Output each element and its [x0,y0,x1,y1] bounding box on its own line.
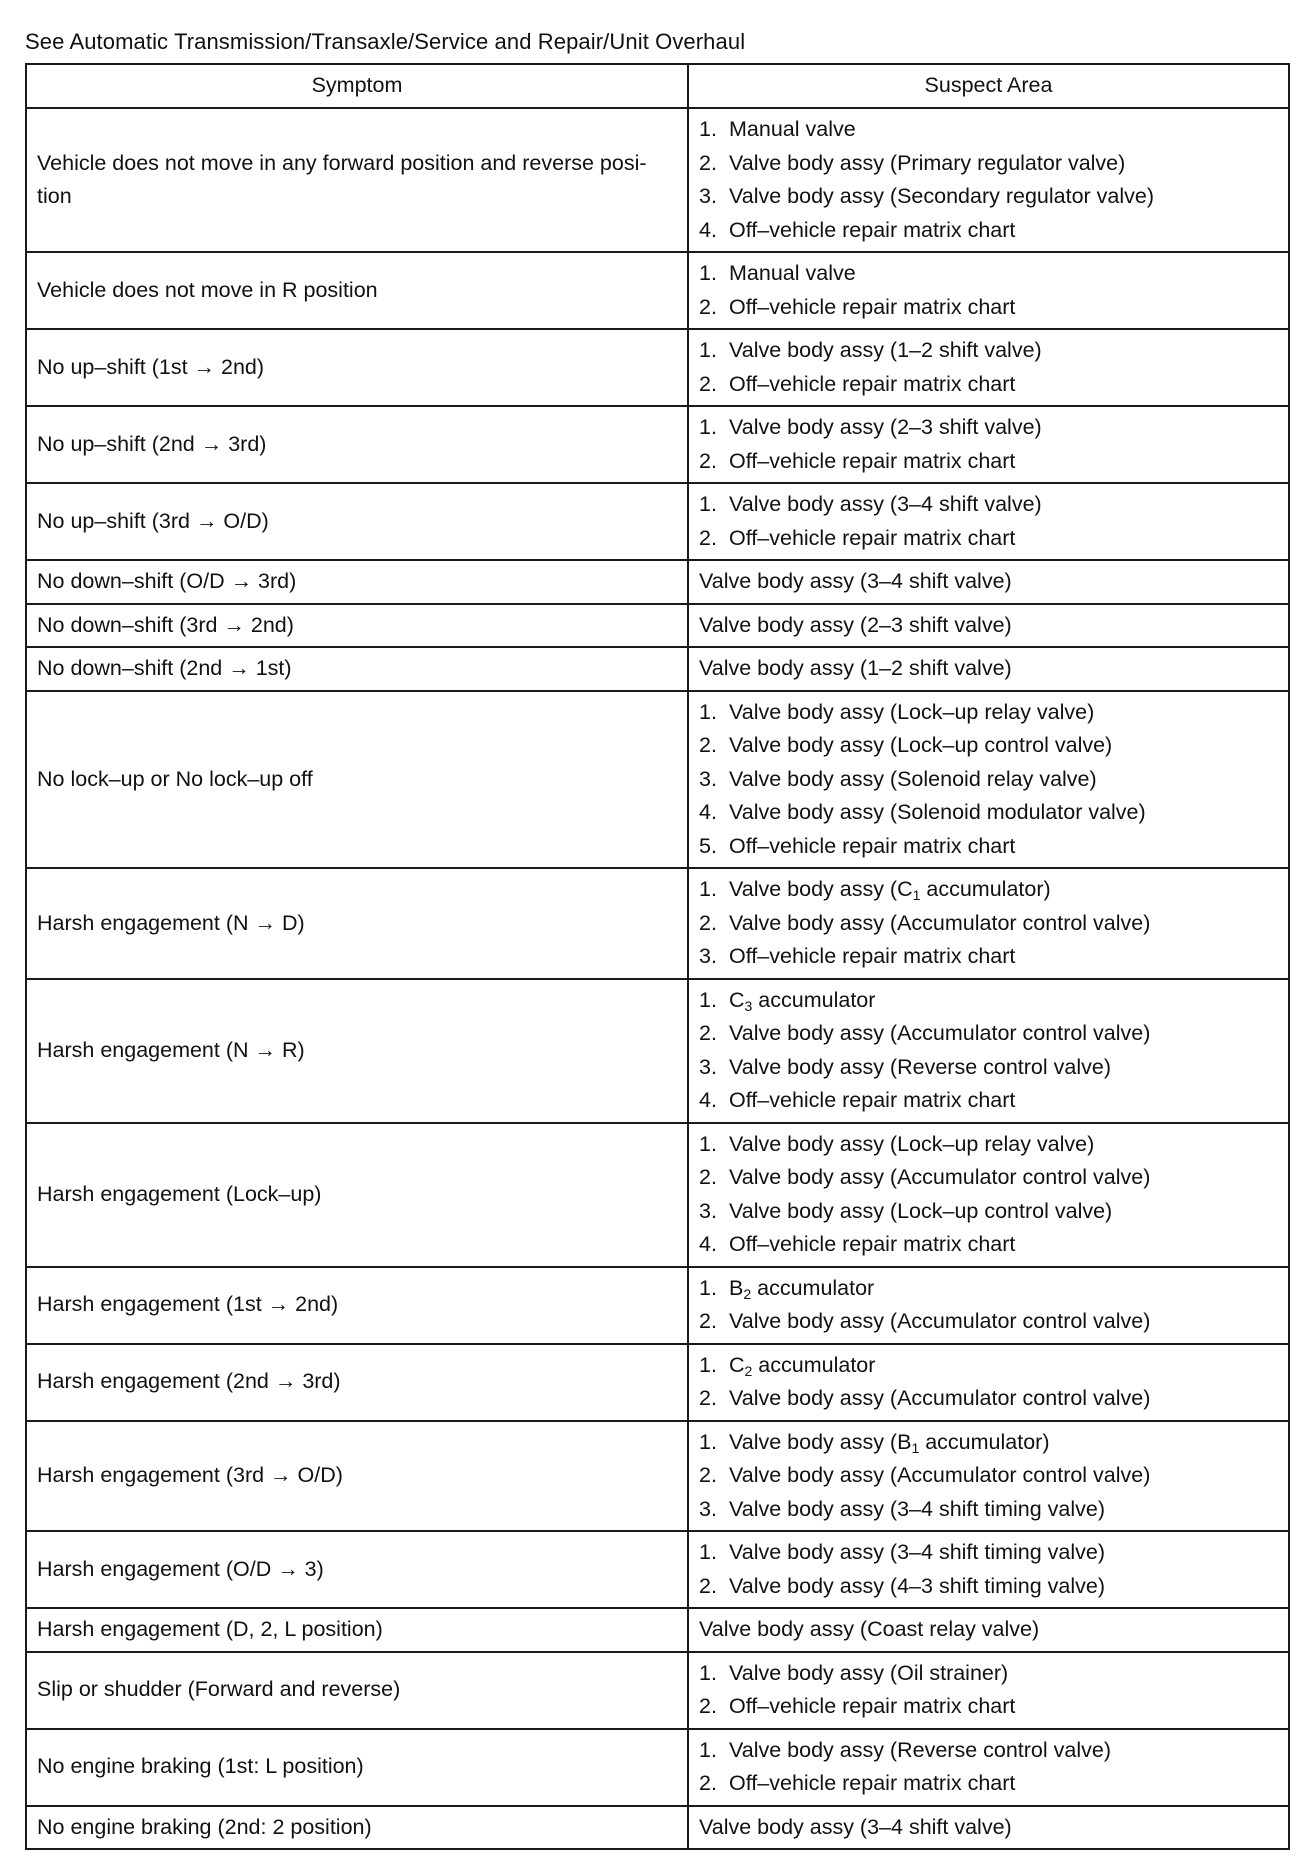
item-number: 1. [699,1429,717,1454]
item-text: Off–vehicle repair matrix chart [729,294,1016,319]
item-number: 2. [699,1021,717,1045]
item-text: Off–vehicle repair matrix chart [729,1771,1016,1795]
item-number: 1. [699,338,717,362]
symptom-cell [26,647,688,691]
symptom-cell [26,329,688,406]
symptom-text: No engine braking (2nd: 2 position) [37,1814,372,1839]
item-text: Valve body assy (B [729,1429,912,1454]
item-number: 2. [699,448,717,473]
symptom-cell [26,1608,688,1652]
suspect-area-item [699,1084,1278,1118]
symptom-text: Harsh engagement (3rd → O/D) [37,1463,343,1487]
item-text: Valve body assy (3–4 shift timing valve) [729,1496,1106,1521]
symptom-text: No down–shift (O/D → 3rd) [37,569,297,593]
suspect-area-item [699,1305,1278,1339]
table-row [26,1267,1289,1344]
item-text: Valve body assy (Primary regulator valve) [729,150,1126,175]
suspect-area-cell [688,252,1289,329]
symptom-text: Harsh engagement (D, 2, L position) [37,1617,383,1641]
item-text: Valve body assy (C [729,877,913,901]
symptom-cell [26,1267,688,1344]
table-row [26,1806,1289,1850]
item-text: Valve body assy (Reverse control valve) [729,1054,1111,1079]
symptom-text: Harsh engagement (N → R) [37,1037,305,1062]
table-row [26,604,1289,648]
suspect-area-item [699,445,1278,479]
suspect-area-cell [688,868,1289,979]
symptom-cell [26,1729,688,1806]
item-text-suffix: accumulator [752,1352,876,1377]
item-text: Valve body assy (3–4 shift timing valve) [729,1540,1106,1564]
suspect-area-item [699,1613,1278,1647]
item-subscript: 3 [744,997,753,1014]
item-text: Valve body assy (Lock–up control valve) [729,1198,1113,1223]
item-number: 1. [699,1131,717,1156]
suspect-area-item [699,763,1278,797]
symptom-text: No down–shift (3rd → 2nd) [37,612,294,637]
symptom-cell [26,868,688,979]
item-subscript: 2 [744,1362,753,1379]
suspect-area-cell [688,1531,1289,1608]
table-row [26,252,1289,329]
suspect-area-item [699,1734,1278,1768]
item-text: Off–vehicle repair matrix chart [729,217,1016,242]
item-text: Off–vehicle repair matrix chart [729,1694,1016,1718]
suspect-area-item [699,488,1278,522]
item-text: Valve body assy (3–4 shift valve) [729,492,1042,516]
item-number: 2. [699,910,717,935]
symptom-text: No lock–up or No lock–up off [37,766,313,791]
suspect-area-item [699,729,1278,763]
suspect-area-item [699,1017,1278,1051]
suspect-area-item [699,257,1278,291]
suspect-area-item [699,411,1278,445]
suspect-area-item [699,907,1278,941]
item-text: Valve body assy (2–3 shift valve) [699,612,1012,637]
symptom-text: No down–shift (2nd → 1st) [37,656,292,680]
symptom-text: No up–shift (2nd → 3rd) [37,431,267,456]
table-row [26,329,1289,406]
symptom-text: Harsh engagement (N → D) [37,910,305,935]
item-text: Valve body assy (Coast relay valve) [699,1617,1040,1641]
suspect-area-cell [688,560,1289,604]
symptom-text: Harsh engagement (2nd → 3rd) [37,1369,341,1394]
suspect-area-item [699,1570,1278,1604]
item-number: 1. [699,261,717,285]
symptom-cell [26,1531,688,1608]
suspect-area-item [699,1195,1278,1229]
symptom-cell [26,1806,688,1850]
suspect-area-item [699,1228,1278,1262]
suspect-area-item [699,113,1278,147]
table-row [26,1652,1289,1729]
symptom-cell [26,1123,688,1267]
item-text-suffix: accumulator) [920,877,1051,901]
item-text: C [729,1352,745,1377]
symptom-cell [26,483,688,560]
item-text-suffix: accumulator [752,987,876,1012]
item-number: 1. [699,415,717,439]
suspect-area-item [699,368,1278,402]
suspect-area-item [699,796,1278,830]
suspect-area-item [699,1128,1278,1162]
item-text-suffix: accumulator) [919,1429,1050,1454]
item-number: 2. [699,371,717,396]
suspect-area-cell [688,1729,1289,1806]
item-number: 3. [699,1496,717,1521]
item-text: C [729,987,745,1012]
item-number: 4. [699,800,717,824]
suspect-area-item [699,696,1278,730]
symptom-cell [26,1421,688,1532]
suspect-area-cell [688,1267,1289,1344]
item-number: 1. [699,1352,717,1377]
suspect-area-item [699,984,1278,1018]
table-row [26,647,1289,691]
table-header-row [26,64,1289,108]
item-number: 3. [699,766,717,791]
symptom-cell [26,406,688,483]
suspect-area-cell [688,1123,1289,1267]
item-text: Valve body assy (2–3 shift valve) [729,415,1042,439]
suspect-area-cell [688,329,1289,406]
suspect-area-item [699,1349,1278,1383]
item-number: 3. [699,1198,717,1223]
item-number: 3. [699,944,717,968]
symptom-cell [26,560,688,604]
suspect-area-item [699,873,1278,907]
item-number: 2. [699,525,717,550]
symptom-text: Harsh engagement (Lock–up) [37,1181,322,1206]
item-text: Off–vehicle repair matrix chart [729,944,1016,968]
suspect-area-item [699,334,1278,368]
item-text: Valve body assy (Reverse control valve) [729,1737,1111,1762]
item-number: 4. [699,1232,717,1256]
suspect-area-item [699,1459,1278,1493]
symptom-text: No up–shift (3rd → O/D) [37,508,269,533]
header-symptom: Symptom [26,64,688,108]
item-number: 4. [699,217,717,242]
item-number: 1. [699,117,717,141]
suspect-area-item [699,1426,1278,1460]
symptom-text: Vehicle does not move in any forward position and reverse posi- [37,150,647,175]
item-number: 2. [699,1771,717,1795]
item-number: 2. [699,1573,717,1598]
suspect-area-item [699,1272,1278,1306]
item-text: B [729,1275,744,1300]
item-text: Manual valve [729,117,856,141]
item-number: 1. [699,699,717,724]
item-text: Valve body assy (Lock–up control valve) [729,733,1113,757]
item-text: Valve body assy (1–2 shift valve) [699,656,1012,680]
suspect-area-item [699,291,1278,325]
suspect-area-item [699,830,1278,864]
suspect-area-item [699,147,1278,181]
item-number: 5. [699,833,717,858]
suspect-area-item [699,180,1278,214]
symptom-cell [26,108,688,252]
symptom-text: No engine braking (1st: L position) [37,1754,364,1779]
suspect-area-cell [688,1806,1289,1850]
item-text: Valve body assy (Accumulator control valve) [729,1463,1151,1487]
table-row [26,868,1289,979]
item-number: 1. [699,877,717,901]
table-row [26,1344,1289,1421]
suspect-area-item [699,940,1278,974]
item-subscript: 1 [912,887,921,903]
symptom-cell [26,252,688,329]
suspect-area-cell [688,108,1289,252]
item-text: Valve body assy (Accumulator control valve) [729,910,1151,935]
item-number: 3. [699,1054,717,1079]
suspect-area-cell [688,647,1289,691]
suspect-area-item [699,1051,1278,1085]
suspect-area-cell [688,406,1289,483]
symptom-text: Slip or shudder (Forward and reverse) [37,1677,401,1702]
item-text: Off–vehicle repair matrix chart [729,448,1016,473]
suspect-area-item [699,1657,1278,1691]
item-number: 2. [699,150,717,175]
suspect-area-item [699,609,1278,643]
suspect-area-item [699,1161,1278,1195]
item-number: 1. [699,987,717,1012]
suspect-area-item [699,1536,1278,1570]
suspect-area-item [699,1690,1278,1724]
item-text: Valve body assy (3–4 shift valve) [699,569,1012,593]
item-number: 2. [699,1694,717,1718]
suspect-area-cell [688,979,1289,1123]
item-text: Off–vehicle repair matrix chart [729,1232,1016,1256]
item-text: Off–vehicle repair matrix chart [729,1088,1016,1112]
item-number: 2. [699,1309,717,1333]
symptom-cell [26,604,688,648]
item-text: Valve body assy (Accumulator control valve) [729,1165,1151,1189]
suspect-area-item [699,565,1278,599]
item-text: Valve body assy (Secondary regulator valve) [729,184,1155,208]
suspect-area-item [699,1382,1278,1416]
suspect-area-item [699,522,1278,556]
item-text: Valve body assy (Accumulator control valve) [729,1021,1151,1045]
item-number: 2. [699,733,717,757]
item-text: Valve body assy (Lock–up relay valve) [729,1131,1095,1156]
suspect-area-cell [688,483,1289,560]
suspect-area-item [699,652,1278,686]
item-text: Valve body assy (Solenoid relay valve) [729,766,1097,791]
symptom-cell [26,979,688,1123]
symptom-text: tion [37,184,72,208]
suspect-area-cell [688,604,1289,648]
item-text: Valve body assy (Accumulator control valve) [729,1386,1151,1410]
symptom-cell [26,1344,688,1421]
item-text: Valve body assy (Accumulator control valve) [729,1309,1151,1333]
table-row [26,1729,1289,1806]
item-number: 1. [699,492,717,516]
item-text: Valve body assy (4–3 shift timing valve) [729,1573,1106,1598]
item-number: 1. [699,1540,717,1564]
item-text: Off–vehicle repair matrix chart [729,371,1016,396]
item-text: Off–vehicle repair matrix chart [729,833,1016,858]
table-row [26,691,1289,869]
item-text: Valve body assy (Solenoid modulator valve) [729,800,1146,824]
item-number: 1. [699,1275,717,1300]
suspect-area-cell [688,1421,1289,1532]
item-text-suffix: accumulator [751,1275,875,1300]
item-text: Valve body assy (1–2 shift valve) [729,338,1042,362]
suspect-area-item [699,1493,1278,1527]
table-row [26,108,1289,252]
item-text: Valve body assy (Oil strainer) [729,1660,1009,1685]
item-subscript: 1 [911,1439,920,1456]
table-row [26,406,1289,483]
item-number: 1. [699,1737,717,1762]
symptom-text: No up–shift (1st → 2nd) [37,354,265,379]
suspect-area-cell [688,691,1289,869]
item-text: Off–vehicle repair matrix chart [729,525,1016,550]
header-suspect-area: Suspect Area [688,64,1289,108]
symptom-table [25,63,1290,1850]
symptom-text: Harsh engagement (1st → 2nd) [37,1292,339,1317]
item-subscript: 2 [743,1285,752,1302]
suspect-area-cell [688,1608,1289,1652]
symptom-cell [26,1652,688,1729]
table-row [26,483,1289,560]
item-number: 4. [699,1088,717,1112]
table-row [26,1421,1289,1532]
suspect-area-item [699,1767,1278,1801]
item-number: 2. [699,294,717,319]
suspect-area-item [699,1811,1278,1845]
suspect-area-cell [688,1652,1289,1729]
page-caption: See Automatic Transmission/Transaxle/Service and Repair/Unit Overhaul [25,29,746,54]
item-text: Manual valve [729,261,856,285]
item-number: 1. [699,1660,717,1685]
symptom-cell [26,691,688,869]
item-number: 3. [699,184,717,208]
table-body [26,108,1289,1849]
item-text: Valve body assy (3–4 shift valve) [699,1814,1012,1839]
item-number: 2. [699,1463,717,1487]
table-row [26,1123,1289,1267]
symptom-text: Harsh engagement (O/D → 3) [37,1556,324,1581]
item-text: Valve body assy (Lock–up relay valve) [729,699,1095,724]
table-row [26,979,1289,1123]
table-row [26,1531,1289,1608]
symptom-text: Vehicle does not move in R position [37,277,378,302]
table-row [26,560,1289,604]
table-row [26,1608,1289,1652]
suspect-area-cell [688,1344,1289,1421]
item-number: 2. [699,1165,717,1189]
suspect-area-item [699,214,1278,248]
item-number: 2. [699,1386,717,1410]
